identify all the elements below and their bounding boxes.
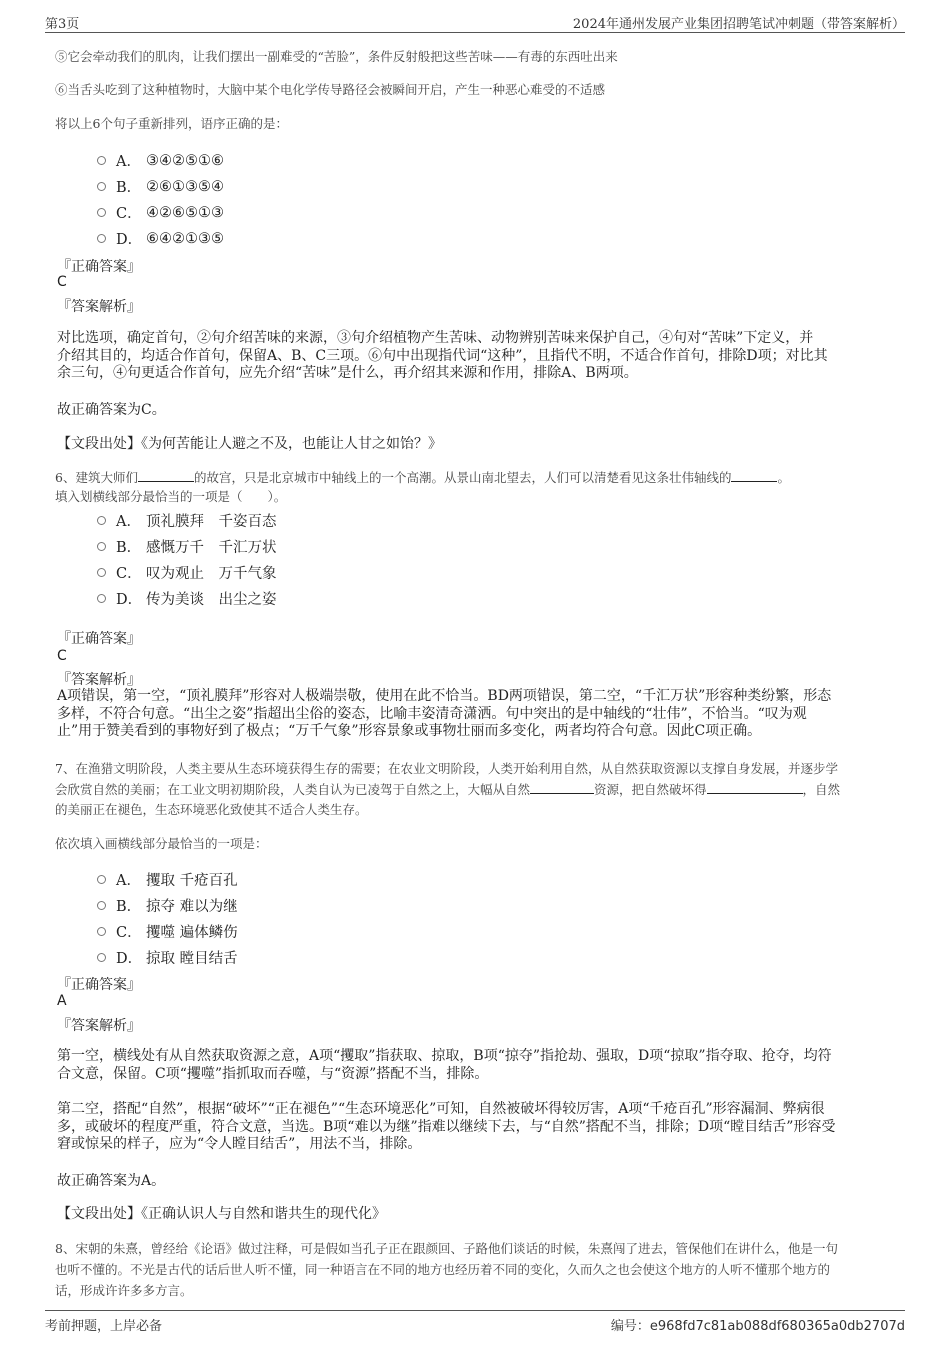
- option-text: 掠夺 难以为继: [146, 899, 238, 915]
- code-label: 编号：: [610, 1319, 650, 1334]
- radio-icon[interactable]: [97, 182, 106, 191]
- analysis-line: 对比选项，确定首句，②句介绍苦味的来源，③句介绍植物产生苦味、动物辨别苦味来保护自己，④句对“苦味”下定义，并: [57, 330, 814, 346]
- analysis-line: 多，或破坏的程度严重，符合文意，当选。B项“难以为继”指难以继续下去，与“自然”搭配不当，排除；D项“瞠目结舌”形容受: [57, 1118, 836, 1135]
- option-text: 传为美谈 出尘之姿: [146, 592, 277, 608]
- option-letter: D．: [116, 951, 143, 967]
- q5-option-d[interactable]: [97, 228, 224, 249]
- fill-blank: [530, 781, 594, 794]
- q8-stem: [55, 1238, 838, 1301]
- option-text: ④②⑥⑤①③: [146, 204, 224, 221]
- q6-stem-part: 6、建筑大师们: [55, 470, 138, 485]
- q7-stem-part: 资源，把自然破坏得: [594, 782, 707, 797]
- fill-blank: [138, 469, 194, 482]
- option-text: 感慨万千 千汇万状: [146, 540, 277, 556]
- analysis-line: 多样，不符合句意。“出尘之姿”指超出尘俗的姿态，比喻丰姿清奇潇洒。句中突出的是中轴线的“壮伟”，不恰当。“叹为观: [57, 705, 807, 722]
- q6-stem-part: 。: [777, 470, 790, 485]
- q7-analysis-para2: [57, 1101, 907, 1154]
- radio-icon[interactable]: [97, 542, 106, 551]
- option-letter: A．: [116, 154, 141, 170]
- q7-answer: A: [57, 993, 67, 1009]
- radio-icon[interactable]: [97, 234, 106, 243]
- fill-blank: [707, 781, 803, 794]
- option-letter: A．: [116, 514, 141, 530]
- q8-line: 也听不懂的。不光是古代的话后世人听不懂，同一种语言在不同的地方也经历着不同的变化，久而久之也会使这个地方的人听不懂那个地方的: [55, 1262, 831, 1277]
- header-divider: [45, 32, 905, 33]
- analysis-line: 第二空，搭配“自然”，根据“破坏”“正在褪色”“生态环境恶化”可知，自然被破坏得较厉害，A项“千疮百孔”形容漏洞、弊病很: [57, 1101, 825, 1117]
- footer-divider: [45, 1310, 905, 1311]
- q6-analysis: [57, 688, 907, 741]
- q6-instruction: 填入划横线部分最恰当的一项是（ ）。: [55, 489, 287, 504]
- q5-conclusion: 故正确答案为C。: [57, 402, 166, 418]
- option-text: ③④②⑤①⑥: [146, 152, 224, 169]
- radio-icon[interactable]: [97, 901, 106, 910]
- option-letter: D．: [116, 232, 143, 248]
- q7-stem-part: 会欣赏自然的美丽；在工业文明初期阶段，人类自认为已凌驾于自然之上，大幅从自然: [55, 782, 531, 797]
- q7-option-d[interactable]: [97, 947, 238, 968]
- option-letter: B．: [116, 899, 142, 915]
- q7-stem-line3: 的美丽正在褪色，生态环境恶化致使其不适合人类生存。: [55, 802, 368, 817]
- q7-analysis-para1: [57, 1048, 907, 1083]
- option-letter: B．: [116, 540, 142, 556]
- option-text: 叹为观止 万千气象: [146, 566, 277, 582]
- q7-stem-line2: [55, 779, 840, 800]
- option-text: 掠取 瞠目结舌: [146, 951, 238, 967]
- radio-icon[interactable]: [97, 875, 106, 884]
- q6-option-b[interactable]: [97, 536, 277, 557]
- q8-line: 话，形成许许多多方言。: [55, 1283, 193, 1298]
- q7-option-b[interactable]: [97, 895, 238, 916]
- q6-stem: [55, 467, 790, 488]
- radio-icon[interactable]: [97, 568, 106, 577]
- analysis-line: A项错误，第一空，“顶礼膜拜”形容对人极端崇敬，使用在此不恰当。BD两项错误，第二空，“千汇万状”形容种类纷繁，形态: [57, 688, 832, 704]
- option-letter: C．: [116, 566, 142, 582]
- radio-icon[interactable]: [97, 953, 106, 962]
- page-number: 第3页: [45, 17, 80, 32]
- analysis-line: 介绍其目的，均适合作首句，保留A、B、C三项。⑥句中出现指代词“这种”，且指代不明，不适合作首句，排除D项；对比其: [57, 347, 828, 364]
- q6-answer: C: [57, 648, 67, 664]
- q5-analysis: [57, 330, 907, 383]
- q5-answer: C: [57, 274, 67, 290]
- q7-analysis-label: 『答案解析』: [57, 1018, 141, 1034]
- document-title: 2024年通州发展产业集团招聘笔试冲刺题（带答案解析）: [572, 17, 905, 32]
- option-text: 顶礼膜拜 千姿百态: [146, 514, 277, 530]
- analysis-line: 止”用于赞美看到的事物好到了极点；“万千气象”形容景象或事物壮丽而多变化，两者均符合句意。因此C项正确。: [57, 723, 762, 739]
- option-text: ②⑥①③⑤④: [146, 178, 224, 195]
- q6-option-d[interactable]: [97, 588, 277, 609]
- q7-conclusion: 故正确答案为A。: [57, 1173, 166, 1189]
- q7-option-a[interactable]: [97, 869, 238, 890]
- analysis-line: 余三句，④句更适合作首句，应先介绍“苦味”是什么，再介绍其来源和作用，排除A、B两项。: [57, 365, 638, 381]
- radio-icon[interactable]: [97, 208, 106, 217]
- option-letter: D．: [116, 592, 143, 608]
- option-text: ⑥④②①③⑤: [146, 230, 224, 247]
- q7-option-c[interactable]: [97, 921, 238, 942]
- analysis-line: 第一空，横线处有从自然获取资源之意，A项“攫取”指获取、掠取，B项“掠夺”指抢劫、强取，D项“掠取”指夺取、抢夺，均符: [57, 1048, 832, 1064]
- option-letter: A．: [116, 873, 141, 889]
- q6-answer-label: 『正确答案』: [57, 631, 141, 647]
- option-text: 攫噬 遍体鳞伤: [146, 925, 238, 941]
- option-text: 攫取 千疮百孔: [146, 873, 238, 889]
- q5-sentence-5: ⑤它会牵动我们的肌肉，让我们摆出一副难受的“苦脸”，条件反射般把这些苦味——有毒的东西吐出来: [55, 49, 618, 64]
- q5-option-c[interactable]: [97, 202, 224, 223]
- q7-source: 【文段出处】《正确认识人与自然和谐共生的现代化》: [57, 1206, 386, 1222]
- q6-stem-part: 的故宫，只是北京城市中轴线上的一个高潮。从景山南北望去，人们可以清楚看见这条壮伟轴线的: [193, 470, 732, 485]
- q7-instruction: 依次填入画横线部分最恰当的一项是：: [55, 836, 268, 851]
- q5-instruction: 将以上6个句子重新排列，语序正确的是：: [55, 116, 288, 131]
- radio-icon[interactable]: [97, 927, 106, 936]
- q8-line: 8、宋朝的朱熹，曾经给《论语》做过注释，可是假如当孔子正在跟颜回、子路他们谈话的时候，朱熹闯了进去，管保他们在讲什么，他是一句: [55, 1241, 838, 1256]
- option-letter: C．: [116, 925, 142, 941]
- q5-source: 【文段出处】《为何苦能让人避之不及，也能让人甘之如饴？》: [57, 436, 442, 452]
- q6-option-c[interactable]: [97, 562, 277, 583]
- q7-answer-label: 『正确答案』: [57, 977, 141, 993]
- q5-analysis-label: 『答案解析』: [57, 299, 141, 315]
- q5-sentence-6: ⑥当舌头吃到了这种植物时，大脑中某个电化学传导路径会被瞬间开启，产生一种恶心难受的不适感: [55, 82, 606, 97]
- q6-option-a[interactable]: [97, 510, 277, 531]
- radio-icon[interactable]: [97, 516, 106, 525]
- q7-stem-line1: 7、在渔猎文明阶段，人类主要从生态环境获得生存的需要；在农业文明阶段，人类开始利用自然，从自然获取资源以支撑自身发展，并逐步学: [55, 761, 838, 776]
- code-value: e968fd7c81ab088df680365a0db2707d: [649, 1319, 905, 1334]
- option-letter: C．: [116, 206, 142, 222]
- analysis-line: 窘或惊呆的样子，应为“令人瞠目结舌”，用法不当，排除。: [57, 1136, 422, 1152]
- fill-blank: [731, 469, 777, 482]
- document-code: [611, 1315, 905, 1334]
- q5-option-b[interactable]: [97, 176, 224, 197]
- q6-analysis-label: 『答案解析』: [57, 672, 141, 688]
- option-letter: B．: [116, 180, 142, 196]
- q5-option-a[interactable]: [97, 150, 224, 171]
- analysis-line: 合文意，保留。C项“攫噬”指抓取而吞噬，与“资源”搭配不当，排除。: [57, 1065, 489, 1082]
- q5-answer-label: 『正确答案』: [57, 259, 141, 275]
- footer-slogan: 考前押题，上岸必备: [45, 1319, 163, 1334]
- q7-stem-part: ，自然: [802, 782, 841, 797]
- radio-icon[interactable]: [97, 594, 106, 603]
- radio-icon[interactable]: [97, 156, 106, 165]
